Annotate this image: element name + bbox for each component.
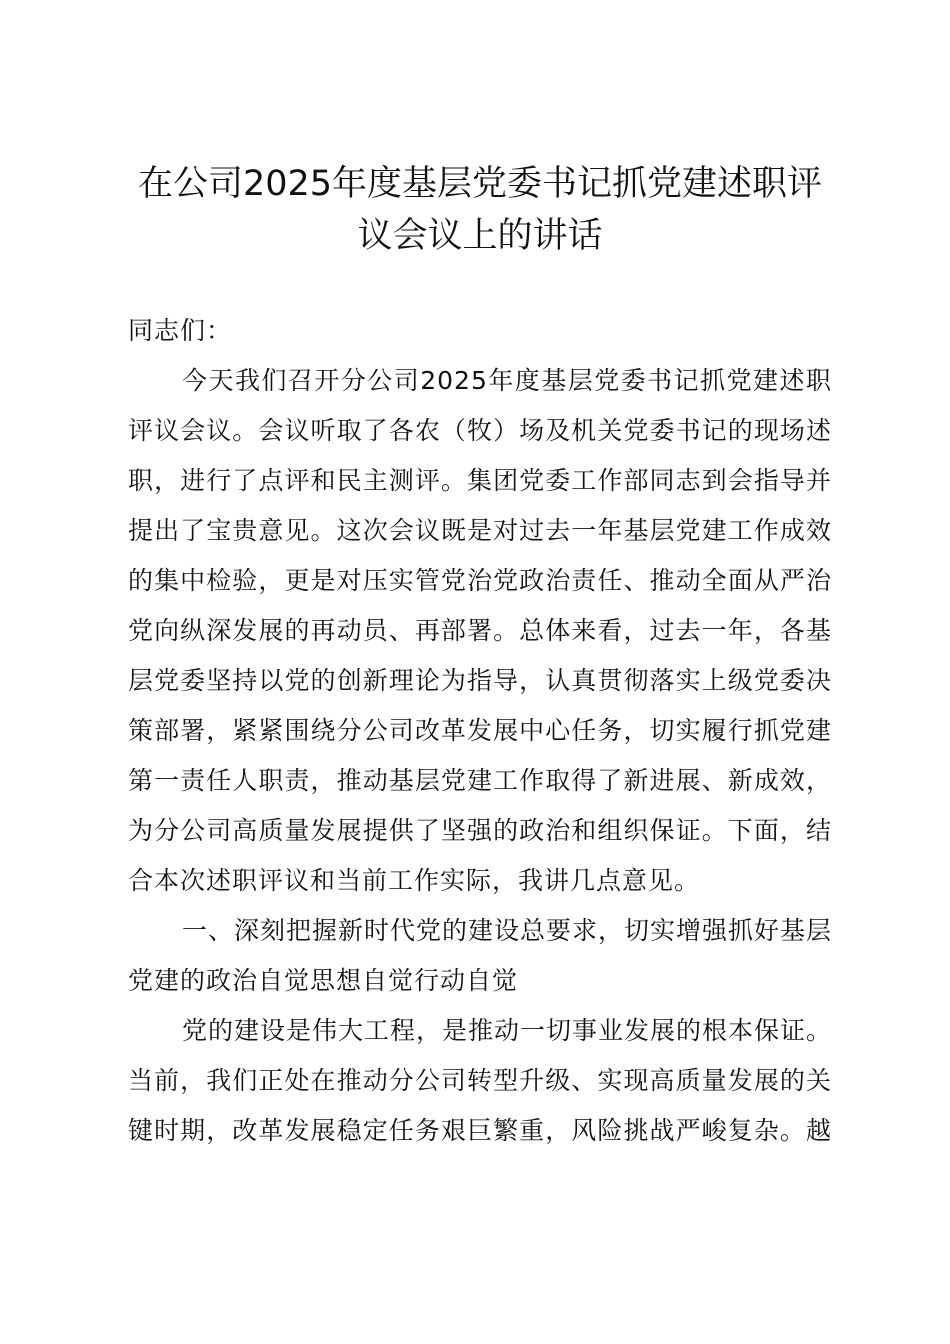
paragraph-line: 党向纵深发展的再动员、再部署。总体来看，过去一年，各基 xyxy=(128,616,832,645)
document-title xyxy=(128,158,832,262)
paragraph-section-1 xyxy=(128,1006,832,1156)
paragraph-line: 职，进行了点评和民主测评。集团党委工作部同志到会指导并 xyxy=(128,466,832,495)
paragraph-line: 合本次述职评议和当前工作实际，我讲几点意见。 xyxy=(128,866,701,895)
title-line-2: 议会议上的讲话 xyxy=(357,216,603,256)
section-heading-line: 党建的政治自觉思想自觉行动自觉 xyxy=(128,966,519,995)
paragraph-line: 层党委坚持以党的创新理论为指导，认真贯彻落实上级党委决 xyxy=(128,666,832,695)
document-body xyxy=(128,306,832,1156)
paragraph-line: 当前，我们正处在推动分公司转型升级、实现高质量发展的关 xyxy=(128,1066,832,1095)
salutation: 同志们： xyxy=(128,316,233,345)
paragraph-line: 为分公司高质量发展提供了坚强的政治和组织保证。下面，结 xyxy=(128,816,832,845)
paragraph-intro xyxy=(128,356,832,906)
paragraph-line: 党的建设是伟大工程，是推动一切事业发展的根本保证。 xyxy=(182,1016,833,1045)
section-heading-line: 一、深刻把握新时代党的建设总要求，切实增强抓好基层 xyxy=(182,916,833,945)
paragraph-line: 评议会议。会议听取了各农（牧）场及机关党委书记的现场述 xyxy=(128,416,832,445)
paragraph-line: 提出了宝贵意见。这次会议既是对过去一年基层党建工作成效 xyxy=(128,516,832,545)
section-heading-1 xyxy=(128,906,832,1006)
paragraph-line: 第一责任人职责，推动基层党建工作取得了新进展、新成效， xyxy=(128,766,832,795)
title-line-1: 在公司2025年度基层党委书记抓党建述职评 xyxy=(137,164,823,204)
paragraph-line: 键时期，改革发展稳定任务艰巨繁重，风险挑战严峻复杂。越 xyxy=(128,1116,832,1145)
paragraph-line: 今天我们召开分公司2025年度基层党委书记抓党建述职 xyxy=(182,366,832,395)
paragraph-line: 策部署，紧紧围绕分公司改革发展中心任务，切实履行抓党建 xyxy=(128,716,832,745)
paragraph-line: 的集中检验，更是对压实管党治党政治责任、推动全面从严治 xyxy=(128,566,832,595)
